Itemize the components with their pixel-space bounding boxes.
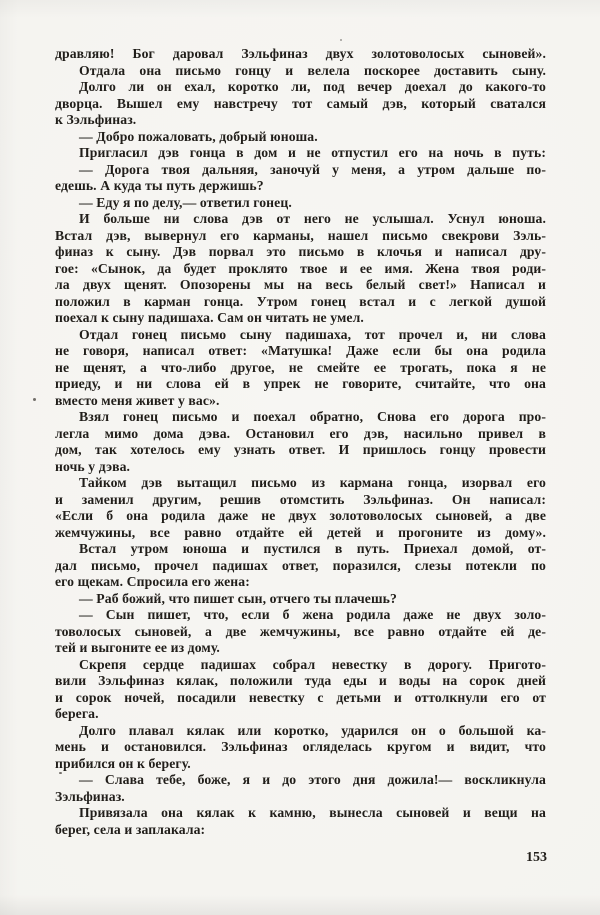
text-line: не щенят, а что-либо другое, не смейте ее трогать, пока я не	[55, 359, 546, 375]
text-line: к Зэльфиназ.	[55, 112, 137, 127]
text-line: берега.	[55, 706, 99, 721]
text-line: Долго плавал кялак или коротко, ударился он о большой ка-	[79, 722, 546, 738]
text-line: не говоря, написал ответ: «Матушка! Даже если бы она родила	[55, 343, 546, 358]
text-line: его щекам. Спросила его жена:	[55, 574, 250, 589]
text-line: Привязала она кялак к камню, вынесла сыновей и вещи на	[79, 805, 546, 820]
text-line: Встал утром юноша и пустился в путь. Приехал домой, от-	[79, 541, 546, 556]
text-line: мень и остановился. Зэльфиназ огляделась кругом и видит, что	[55, 739, 546, 754]
text-line: дравляю! Бог даровал Зэльфиназ двух золотоволосых сыновей».	[55, 46, 546, 61]
text-line: Долго ли он ехал, коротко ли, под вечер доехал до какого-то	[79, 79, 546, 94]
page-number: 153	[526, 850, 547, 865]
text-line: Тайком дэв вытащил письмо из кармана гонца, изорвал его	[79, 475, 546, 490]
text-line: едешь. А куда ты путь держишь?	[55, 178, 264, 193]
text-line: Пригласил дэв гонца в дом и не отпустил его на ночь в путь:	[79, 145, 546, 160]
text-line: «Если б она родила даже не двух золотоволосых сыновей, а две	[55, 508, 546, 523]
scan-speck	[340, 39, 342, 41]
text-line: — Раб божий, что пишет сын, отчего ты плачешь?	[79, 590, 397, 606]
text-line: положил в карман гонца. Утром гонец встал и с легкой душой	[55, 293, 546, 309]
text-line: приеду, и ни слова ей в упрек не говорите, считайте, что она	[55, 376, 546, 391]
text-line: вили Зэльфиназ кялак, положили туда еды и воды на сорок дней	[55, 673, 546, 688]
text-line: дом, так хотелось ему узнать ответ. И пришлось гонцу провести	[55, 442, 546, 457]
text-line: легла мимо дома дэва. Остановил его дэв, насильно привел в	[55, 425, 546, 441]
text-line: прибился он к берегу.	[55, 755, 191, 771]
text-line: Встал дэв, вывернул его карманы, нашел письмо свекрови Зэль-	[55, 227, 546, 243]
text-line: — Еду я по делу,— ответил гонец.	[79, 194, 292, 210]
text-line: и сорок ночей, посадили невестку с детьми и оттолкнули его от	[55, 689, 546, 705]
scan-speck	[59, 772, 62, 774]
text-line: вместо меня живет у вас».	[55, 392, 220, 408]
text-line: поехал к сыну падишаха. Сам он читать не умел.	[55, 310, 364, 325]
text-line: Скрепя сердце падишах собрал невестку в дорогу. Пригото-	[79, 656, 546, 672]
text-line: финаз к сыну. Дэв порвал это письмо в клочья и написал дру-	[55, 244, 546, 259]
text-line: дворца. Вышел ему навстречу тот самый дэв, который сватался	[55, 95, 546, 111]
text-line: товолосых сыновей, а две жемчужины, все равно отдайте ей де-	[55, 623, 546, 639]
text-line: Отдал гонец письмо сыну падишаха, тот прочел и, ни слова	[79, 326, 546, 342]
text-line: дал письмо, прочел падишах ответ, поразился, слезы потекли по	[55, 557, 546, 573]
text-line: жемчужины, все равно отдайте ей детей и прогоните из дому».	[55, 524, 546, 540]
text-line: и заменил другим, решив отомстить Зэльфиназ. Он написал:	[55, 491, 546, 507]
text-line: тей и выгоните ее из дому.	[55, 640, 220, 655]
text-line: ночь у дэва.	[55, 458, 131, 474]
text-line: берег, села и заплакала:	[55, 821, 206, 837]
text-line: — Сын пишет, что, если б жена родила даже не двух золо-	[79, 607, 546, 622]
scan-speck	[33, 398, 36, 401]
text-line: — Добро пожаловать, добрый юноша.	[79, 128, 318, 144]
text-line: Отдала она письмо гонцу и велела поскорее доставить сыну.	[79, 62, 546, 78]
text-line: — Дорога твоя дальняя, заночуй у меня, а утром дальше по-	[79, 161, 546, 177]
text-line: — Слава тебе, боже, я и до этого дня дожила!— воскликнула	[79, 772, 546, 787]
text-line: Взял гонец письмо и поехал обратно, Снова его дорога про-	[79, 409, 546, 424]
text-line: ла двух щенят. Опозорены мы на весь белый свет!» Написал и	[55, 277, 546, 292]
text-line: Зэльфиназ.	[55, 788, 125, 804]
text-block	[55, 46, 546, 838]
text-line: гое: «Сынок, да будет проклято твое и ее имя. Жена твоя роди-	[55, 260, 546, 276]
text-line: И больше ни слова дэв от него не услышал. Уснул юноша.	[79, 211, 546, 226]
